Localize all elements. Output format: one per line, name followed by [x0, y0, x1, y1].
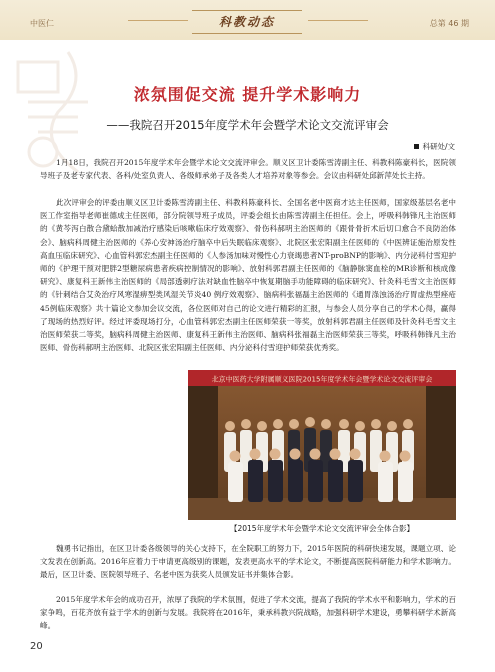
article-title: 浓氛围促交流 提升学术影响力	[133, 85, 362, 104]
header-ornament-right	[308, 20, 368, 21]
page-number: 20	[30, 641, 43, 652]
paragraph-4: 2015年度学术年会的成功召开，浓厚了我院的学术氛围，促进了学术交流，提高了我院的学术水平和影响力，学术的百家争鸣，百花齐放有益于学术的创新与发展。我院将在2016年，秉承科教兴院战略，加强科研学术建设，勇攀科研学术新高峰。	[40, 595, 456, 631]
photo-banner-text: 北京中医药大学附属顺义医院2015年度学术年会暨学术论文交流评审会	[211, 375, 433, 384]
paragraph-3: 魏勇书记指出，在区卫计委各级领导的关心支持下，在全院职工的努力下，2015年医院的科研快速发展，课题立项、论文发表在创新高。2016年应着力于申请更高级别的课题，发表更高水平的学术论文，不断提高医院科研能力和学术影响力。最后，区卫计委、医院领导班子、名老中医为获奖人员颁发证书并集体合影。	[40, 544, 456, 580]
section-title: 科教动态	[192, 10, 302, 34]
group-photo-image	[188, 370, 456, 520]
header-ornament-left	[128, 20, 188, 21]
author-marker-icon	[414, 144, 419, 149]
paragraph-1: 1月18日，我院召开2015年度学术年会暨学术论文交流评审会。顺义区卫计委陈雪涛副主任、科教科陈豪科长，医院领导班子及老专家代表、各科/处室负责人、各级师承弟子及各类人才培养对象等参会。会议由科研处邱新萍处长主持。	[40, 158, 456, 181]
author-name: 科研处/文	[422, 142, 455, 151]
photo-caption: 【2015年度学术年会暨学术论文交流评审会全体合影】	[229, 524, 415, 533]
paragraph-2-text: 此次评审会的评委由顺义区卫计委陈雪涛副主任、科教科陈豪科长、全国名老中医商才达主任医师，国家级基层名老中医工作室指导老师崔德成主任医师，部分院领导班子成员，评委会组长由陈雪涛副主任担任。会上，呼吸科韩锋凡主治医师的《黄芩泻白散合黛蛤散加减治疗感染后咳嗽临床疗效观察》、骨伤科郝明主治医师的《跟骨骨折术后切口愈合不良防治体会》、脑病科周健主治医师的《养心安神汤治疗脑卒中后失眠临床观察》、北院区张宏阳副主任医师的《中医辨证施治原发性高血压临床研究》、心血管科郭宏杰副主任医师的《人参汤加味对慢性心力衰竭患者NT-proBNP的影响》、内分泌科付雪迎护师的《护理干预对肥胖2型糖尿病患者疾病控制情况的影响》、放射科郭君副主任医师的《脑静脉窦血栓的MR诊断和核成像研究》、康复科王新伟主治医师的《局部透刺疗法对缺血性脑卒中恢复期脑手功能障碍的临床研究》、针灸科毛雪文主治医师的《针刺结合艾灸治疗风寒湿痹型类风湿关节炎40 例疗效观察》、脑病科张福磊主治医师的《通胃涤浊汤治疗胃虚热型痤疮45例临床观察》共十篇论文参加会议交流，各位医师对自己的论文进行精彩的汇报，与参会人员分享自己的学术心得，赢得了现场的热烈好评。经过评委现场打分，心血管科郭宏杰副主任医师荣获一等奖，放射科郭君副主任医师及针灸科毛雪文主治医师荣获二等奖，脑病科周健主治医师、康复科王新伟主治医师、脑病科张福磊主治医师荣获三等奖，呼吸科韩锋凡主治医师、骨伤科郝明主治医师、北院区张宏阳副主任医师、内分泌科付雪迎护师荣获优秀奖。	[40, 198, 456, 353]
article-subtitle: ——我院召开2015年度学术年会暨学术论文交流评审会	[106, 118, 389, 132]
page-header	[0, 0, 495, 40]
article-author	[414, 141, 455, 152]
header-publication-name: 中医仁	[30, 19, 54, 28]
group-photo	[188, 370, 456, 520]
issue-number: 总第 46 期	[429, 19, 469, 28]
